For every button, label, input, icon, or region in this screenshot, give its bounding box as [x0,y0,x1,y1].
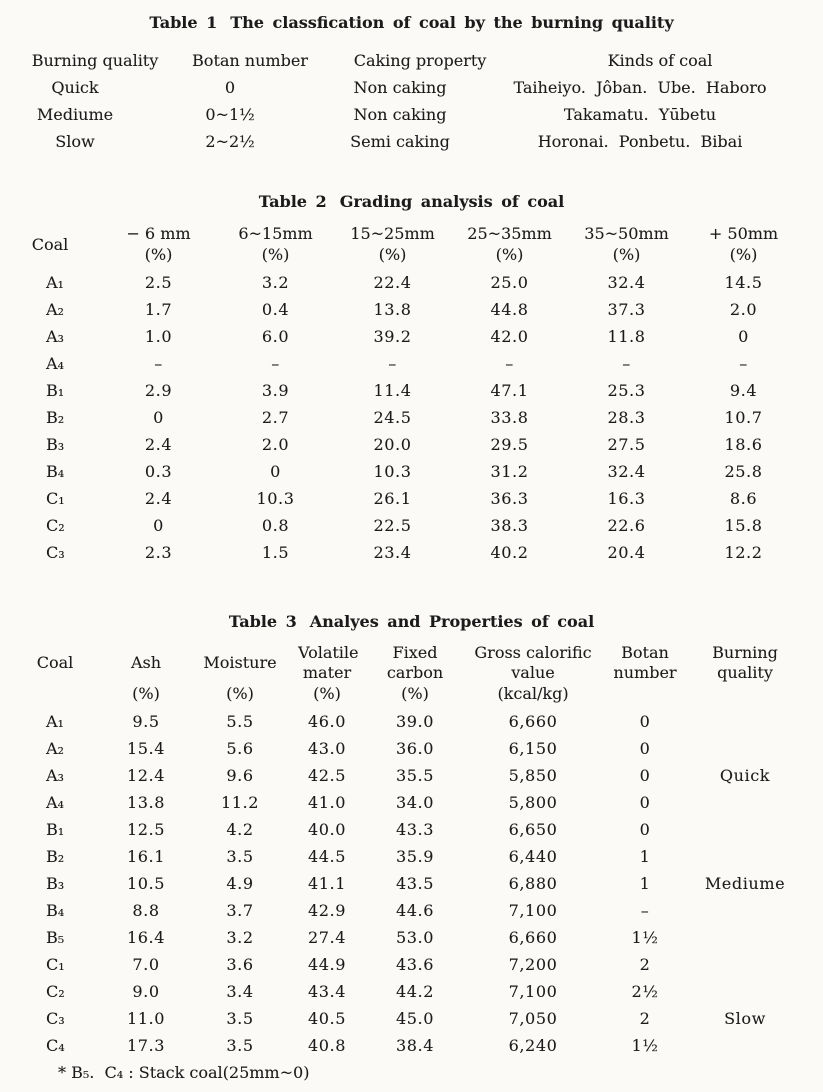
table1-row [0,74,823,101]
table2-cell: 6.0 [261,327,290,346]
table3-cell: 44.2 [395,982,435,1001]
table3-cell: 5.5 [226,712,254,731]
table2-title [0,191,823,213]
table2-column-header [100,222,217,266]
table3-cell: 6,880 [508,874,558,893]
table2-label: Table 2 [258,192,327,211]
table3-header-line: quality [717,663,773,682]
table2-cell: 13.8 [373,300,412,319]
table3-row [0,897,823,924]
table3-header-unit [592,684,698,704]
table1-cell: Semi caking [350,132,450,151]
table3-cell: – [640,901,650,920]
table2-column-header [334,222,451,266]
table3-cell: 6,150 [508,739,558,758]
table3-header-line: carbon [386,663,444,682]
table2-cell: 24.5 [373,408,412,427]
table3-cell: 9.0 [132,982,160,1001]
table3-column-header [698,642,792,704]
table2-cell: 20.4 [607,543,646,562]
table3-coal-label: A₁ [46,712,64,731]
table1-cell: 2~2½ [205,132,255,151]
table2-cell: 0 [270,462,281,481]
table1-cell: Mediume [36,105,114,124]
table1-column-header: Botan number [192,51,308,70]
table3-cell: 40.5 [307,1009,347,1028]
table3-cell: 0 [639,793,651,812]
table1-column-header: Caking property [353,51,487,70]
table3-coal-label: B₅ [46,928,65,947]
table3-header-line: Ash [130,653,162,672]
table2-header-name: 6~15mm [238,224,313,243]
table3-column-header [0,642,110,704]
table3-header-unit: (%) [401,684,429,703]
table2-row [0,458,823,485]
table2-coal-label: B₂ [46,408,65,427]
table3-header-name [356,642,474,684]
table2-cell: 2.0 [261,435,290,454]
table2-cell: – [271,354,280,373]
table3-header-line: Gross calorific [474,643,592,662]
table3-coal-label: C₄ [46,1036,65,1055]
table3-cell: 1 [639,874,651,893]
table1-cell: 0 [224,78,236,97]
table3-cell: 5,850 [508,766,558,785]
table3-cell: 43.5 [395,874,435,893]
table3-coal-label: B₁ [46,820,65,839]
table3-cell: 6,650 [508,820,558,839]
table2-cell: 2.3 [144,543,173,562]
table2-cell: 0 [153,408,164,427]
table2-header-unit: (%) [261,245,290,264]
table3-row [0,708,823,735]
table2-header-name: 35~50mm [584,224,669,243]
table3-cell: 11.2 [220,793,260,812]
table2-cell: 22.4 [373,273,412,292]
table3-column-header [110,642,182,704]
table1-cell: Slow [55,132,95,151]
table3-cell: 11.0 [126,1009,166,1028]
table2-cell: 23.4 [373,543,412,562]
table1-header-row [0,47,823,74]
table3-cell: 7,200 [508,955,558,974]
table2-cell: – [622,354,631,373]
table1-cell: Non caking [353,78,447,97]
table3-cell: 6,240 [508,1036,558,1055]
table2-cell: – [739,354,748,373]
table3-cell: 0 [639,739,651,758]
table3-cell: Slow [724,1009,766,1028]
table2-coal-label: B₁ [46,381,65,400]
table3-cell: 0 [639,820,651,839]
table2-cell: 3.9 [261,381,290,400]
table3-row [0,735,823,762]
table2-header-unit: (%) [144,245,173,264]
table3-coal-label: C₃ [46,1009,65,1028]
table2-row [0,296,823,323]
table1-cell: Takamatu. Yūbetu [563,105,717,124]
table3-header-line: Volatile [298,643,359,662]
table3-header-name [0,642,110,684]
table1-row [0,101,823,128]
table2-coal-label: C₂ [46,516,65,535]
table2-cell: 10.3 [373,462,412,481]
table3-cell: Mediume [704,874,786,893]
table3-cell: 1½ [631,1036,659,1055]
table2-body [0,269,823,566]
table2-cell: – [388,354,397,373]
table3-header-line: number [613,663,677,682]
table3-header-row [0,642,823,704]
table3-cell: 7.0 [132,955,160,974]
table2-cell: 2.5 [144,273,173,292]
table3-row [0,951,823,978]
table3-cell: 5.6 [226,739,254,758]
table2-header-unit: (%) [378,245,407,264]
table3-cell: 43.3 [395,820,435,839]
table3-caption: Analyes and Properties of coal [309,612,595,631]
table3-row [0,789,823,816]
table2-cell: 25.3 [607,381,646,400]
table3-coal-label: A₂ [46,739,64,758]
table2-cell: 32.4 [607,273,646,292]
table3-row [0,978,823,1005]
table1-column-header: Kinds of coal [607,51,713,70]
table3-row [0,843,823,870]
table2-row [0,404,823,431]
table2-column-header [451,222,568,266]
table3-cell: 35.5 [395,766,435,785]
table3-cell: 41.0 [307,793,347,812]
table2-cell: 47.1 [490,381,529,400]
table3-cell: 3.7 [226,901,254,920]
table2-cell: 12.2 [724,543,763,562]
table3-header-name [110,642,182,684]
table2-cell: 0.3 [144,462,173,481]
table3-cell: 36.0 [395,739,435,758]
table2-cell: 2.9 [144,381,173,400]
table3-cell: 16.1 [126,847,166,866]
table2-row [0,539,823,566]
table2-cell: 0 [153,516,164,535]
table3-cell: 16.4 [126,928,166,947]
table3-label: Table 3 [228,612,297,631]
table2-cell: 3.2 [261,273,290,292]
table3-cell: 1½ [631,928,659,947]
table3-cell: 3.2 [226,928,254,947]
table2-cell: 25.0 [490,273,529,292]
table3-cell: 34.0 [395,793,435,812]
table3-cell: 42.9 [307,901,347,920]
table3-header-name [474,642,592,684]
table3-cell: 2 [639,955,651,974]
table2-coal-label: B₃ [46,435,65,454]
table2-cell: 38.3 [490,516,529,535]
table3-cell: 44.9 [307,955,347,974]
table3-header-line: Burning [712,643,778,662]
table3-cell: 0 [639,766,651,785]
table2-cell: 2.4 [144,435,173,454]
table1-row [0,128,823,155]
table2-header-name: 15~25mm [350,224,435,243]
table2-header-unit: (%) [495,245,524,264]
table2-cell: 16.3 [607,489,646,508]
table1-column-header: Burning quality [31,51,159,70]
table3-cell: 1 [639,847,651,866]
table1-cell: Non caking [353,105,447,124]
table2-cell: 33.8 [490,408,529,427]
table2-cell: 36.3 [490,489,529,508]
table2-cell: 25.8 [724,462,763,481]
table3-column-header [592,642,698,704]
table2-cell: 22.5 [373,516,412,535]
table2-cell: 15.8 [724,516,763,535]
table3-cell: 6,660 [508,928,558,947]
table2-row [0,431,823,458]
table2-cell: – [505,354,514,373]
table3-header-unit: (%) [226,684,254,703]
table2-coal-label: C₃ [46,543,65,562]
table2-cell: 9.4 [729,381,758,400]
table3-coal-label: C₁ [46,955,65,974]
table2-cell: 2.4 [144,489,173,508]
table3-column-header [298,642,359,704]
table3-row [0,1032,823,1059]
table3-body [0,708,823,1059]
table2-header-unit: (%) [612,245,641,264]
table3-cell: 40.0 [307,820,347,839]
table2-column-header [685,222,802,266]
table2-cell: 1.7 [144,300,173,319]
table2-cell: 8.6 [729,489,758,508]
table3-header-line: value [511,663,555,682]
table3-row [0,762,823,789]
table2-cell: 1.5 [261,543,290,562]
table3-header-unit: (%) [313,684,341,703]
table2-coal-label: B₄ [46,462,65,481]
table3-cell: 7,100 [508,901,558,920]
table2-cell: 0.8 [261,516,290,535]
table3-coal-label: B₃ [46,874,65,893]
table2-column-header [0,222,100,266]
table2-coal-label: A₃ [46,327,64,346]
table3-cell: 5,800 [508,793,558,812]
table2-column-header [217,222,334,266]
table3-cell: 8.8 [132,901,160,920]
table3-cell: 12.5 [126,820,166,839]
table3-cell: 44.6 [395,901,435,920]
table3-title [0,611,823,633]
table1-caption: The classfication of coal by the burning quality [230,13,674,32]
table3-cell: 0 [639,712,651,731]
table1-cell: Quick [51,78,99,97]
table1-cell: 0~1½ [205,105,255,124]
table2-coal-label: A₁ [46,273,64,292]
table3-cell: 7,050 [508,1009,558,1028]
table2-cell: 37.3 [607,300,646,319]
table2-cell: 0 [738,327,749,346]
table3-cell: 40.8 [307,1036,347,1055]
table2-cell: 2.0 [729,300,758,319]
table3-header-name [182,642,298,684]
table2-cell: 40.2 [490,543,529,562]
table3-header-name [698,642,792,684]
table1-title [0,12,823,34]
table3-cell: 44.5 [307,847,347,866]
table2-cell: 11.8 [607,327,646,346]
table2-cell: 10.3 [256,489,295,508]
table3-cell: 38.4 [395,1036,435,1055]
table2-coal-label: C₁ [46,489,65,508]
table2-cell: 2.7 [261,408,290,427]
table3-cell: 2 [639,1009,651,1028]
table3-row [0,870,823,897]
table3-cell: 3.5 [226,1036,254,1055]
table2-cell: 29.5 [490,435,529,454]
table3-header-unit [0,684,110,704]
table2-coal-label: A₂ [46,300,64,319]
table3-header-unit: (kcal/kg) [497,684,569,703]
table3-header-unit [698,684,792,704]
table2-cell: 10.7 [724,408,763,427]
table2-row [0,485,823,512]
table2-cell: 20.0 [373,435,412,454]
table3-header-line: Moisture [203,653,277,672]
table2-cell: 18.6 [724,435,763,454]
table2-cell: 11.4 [373,381,412,400]
table2-header-name: 25~35mm [467,224,552,243]
table3-cell: 4.9 [226,874,254,893]
table2-row [0,323,823,350]
table2-row [0,269,823,296]
table2-cell: – [154,354,163,373]
table2-coal-label: A₄ [46,354,64,373]
table3-column-header [474,642,592,704]
table3-cell: 3.4 [226,982,254,1001]
table3-cell: 17.3 [126,1036,166,1055]
table2-cell: 0.4 [261,300,290,319]
table2-cell: 1.0 [144,327,173,346]
table3-cell: 13.8 [126,793,166,812]
table2-column-header [568,222,685,266]
table3-header-line: Fixed [392,643,438,662]
table3-cell: 9.5 [132,712,160,731]
table3-cell: 6,440 [508,847,558,866]
table2-cell: 32.4 [607,462,646,481]
table3-cell: 45.0 [395,1009,435,1028]
table3-cell: 41.1 [307,874,347,893]
table3-header-line: Botan [621,643,669,662]
table2-cell: 27.5 [607,435,646,454]
table3-cell: 43.6 [395,955,435,974]
table3-coal-label: A₃ [46,766,64,785]
table3-cell: 7,100 [508,982,558,1001]
table3-column-header [182,642,298,704]
table3-header-unit: (%) [132,684,160,703]
table2-header-row [0,222,823,266]
table1-body [0,74,823,155]
table2-cell: 22.6 [607,516,646,535]
table3-header-name [298,642,359,684]
table2-row [0,377,823,404]
table2-header-name: Coal [31,234,69,254]
table3-header-line: Coal [36,653,74,672]
table2-cell: 39.2 [373,327,412,346]
table2-cell: 28.3 [607,408,646,427]
table3-cell: 12.4 [126,766,166,785]
table3-cell: 2½ [631,982,659,1001]
table3-coal-label: B₂ [46,847,65,866]
table3-row [0,1005,823,1032]
table3-cell: 35.9 [395,847,435,866]
table2-row [0,350,823,377]
table3-cell: 15.4 [126,739,166,758]
table3-coal-label: A₄ [46,793,64,812]
table2-header-unit: (%) [729,245,758,264]
table1-cell: Horonai. Ponbetu. Bibai [537,132,743,151]
table2-row [0,512,823,539]
table3-cell: 27.4 [307,928,347,947]
table1-cell: Taiheiyo. Jôban. Ube. Haboro [513,78,767,97]
table3-row [0,924,823,951]
table2-header-name: − 6 mm [126,224,191,243]
table3-cell: 3.5 [226,847,254,866]
table3-cell: 43.4 [307,982,347,1001]
table3-header-line: mater [302,663,352,682]
table3-cell: Quick [719,766,771,785]
table2-caption: Grading analysis of coal [339,192,565,211]
table2-cell: 26.1 [373,489,412,508]
table3-footnote: * B₅. C₄ : Stack coal(25mm~0) [58,1063,310,1082]
table3-cell: 10.5 [126,874,166,893]
table3-column-header [356,642,474,704]
table3-cell: 3.5 [226,1009,254,1028]
table2-header-name: + 50mm [708,224,779,243]
table2-cell: 31.2 [490,462,529,481]
table2-cell: 42.0 [490,327,529,346]
table3-cell: 3.6 [226,955,254,974]
table3-cell: 9.6 [226,766,254,785]
table3-cell: 53.0 [395,928,435,947]
table3-coal-label: B₄ [46,901,65,920]
table3-cell: 4.2 [226,820,254,839]
table3-cell: 42.5 [307,766,347,785]
table2-cell: 14.5 [724,273,763,292]
table3-row [0,816,823,843]
table3-header-name [592,642,698,684]
table3-cell: 6,660 [508,712,558,731]
table3-coal-label: C₂ [46,982,65,1001]
table1-label: Table 1 [149,13,218,32]
table3-cell: 39.0 [395,712,435,731]
table3-cell: 43.0 [307,739,347,758]
table3-cell: 46.0 [307,712,347,731]
table2-cell: 44.8 [490,300,529,319]
